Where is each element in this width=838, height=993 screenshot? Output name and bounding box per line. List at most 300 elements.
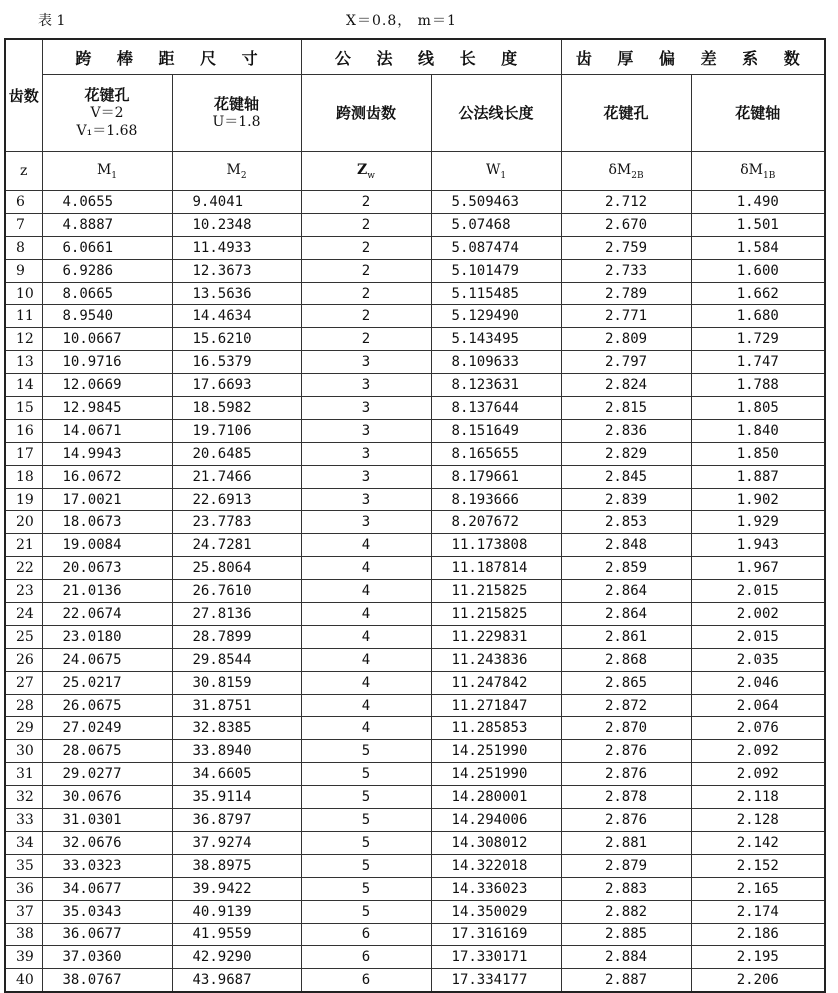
- cell-m2: 38.8975: [172, 854, 301, 877]
- cell-z: 31: [5, 763, 42, 786]
- cell-w1: 8.165655: [431, 442, 561, 465]
- table-label: 表 1: [38, 13, 66, 29]
- cell-m1: 18.0673: [42, 511, 172, 534]
- cell-zw: 5: [301, 740, 431, 763]
- cell-zw: 3: [301, 419, 431, 442]
- table-row: [5, 717, 825, 740]
- cell-z: 6: [5, 191, 42, 214]
- cell-zw: 4: [301, 671, 431, 694]
- cell-m1: 12.9845: [42, 397, 172, 420]
- cell-zw: 5: [301, 900, 431, 923]
- group-header-normal: 公 法 线 长 度: [301, 39, 561, 75]
- sym-z: z: [5, 152, 42, 191]
- sym-m1-base: M: [96, 161, 112, 178]
- cell-m1: 21.0136: [42, 580, 172, 603]
- cell-m2: 19.7106: [172, 419, 301, 442]
- cell-w1: 11.215825: [431, 603, 561, 626]
- cell-m1: 23.0180: [42, 625, 172, 648]
- data-table: [4, 38, 826, 993]
- cell-dm1b: 2.142: [691, 831, 825, 854]
- cell-dm2b: 2.859: [561, 557, 691, 580]
- cell-dm2b: 2.809: [561, 328, 691, 351]
- col-header-dev-hole: 花键孔: [561, 75, 691, 152]
- cell-z: 29: [5, 717, 42, 740]
- cell-m1: 17.0021: [42, 488, 172, 511]
- cell-z: 8: [5, 236, 42, 259]
- cell-z: 11: [5, 305, 42, 328]
- cell-zw: 2: [301, 305, 431, 328]
- cell-dm1b: 1.584: [691, 236, 825, 259]
- cell-dm2b: 2.815: [561, 397, 691, 420]
- cell-dm2b: 2.712: [561, 191, 691, 214]
- sym-dm2b-sub: 2B: [631, 170, 644, 181]
- cell-m1: 38.0767: [42, 969, 172, 992]
- cell-z: 20: [5, 511, 42, 534]
- cell-dm1b: 1.929: [691, 511, 825, 534]
- cell-z: 33: [5, 809, 42, 832]
- cell-z: 25: [5, 625, 42, 648]
- table-row: [5, 259, 825, 282]
- cell-m1: 26.0675: [42, 694, 172, 717]
- cell-dm2b: 2.861: [561, 625, 691, 648]
- cell-m2: 10.2348: [172, 213, 301, 236]
- table-row: [5, 580, 825, 603]
- table-row: [5, 969, 825, 992]
- cell-dm2b: 2.870: [561, 717, 691, 740]
- cell-m1: 36.0677: [42, 923, 172, 946]
- cell-w1: 8.207672: [431, 511, 561, 534]
- cell-m1: 32.0676: [42, 831, 172, 854]
- cell-dm2b: 2.670: [561, 213, 691, 236]
- cell-dm2b: 2.881: [561, 831, 691, 854]
- cell-w1: 8.151649: [431, 419, 561, 442]
- cell-w1: 14.251990: [431, 763, 561, 786]
- cell-m2: 22.6913: [172, 488, 301, 511]
- cell-z: 15: [5, 397, 42, 420]
- cell-m2: 40.9139: [172, 900, 301, 923]
- table-row: [5, 511, 825, 534]
- cell-w1: 5.115485: [431, 282, 561, 305]
- cell-m2: 36.8797: [172, 809, 301, 832]
- cell-m2: 28.7899: [172, 625, 301, 648]
- table-row: [5, 900, 825, 923]
- cell-dm1b: 2.118: [691, 786, 825, 809]
- cell-m1: 4.0655: [42, 191, 172, 214]
- cell-dm2b: 2.771: [561, 305, 691, 328]
- sym-dm1b-sub: 1B: [763, 170, 776, 181]
- cell-z: 34: [5, 831, 42, 854]
- cell-m1: 8.9540: [42, 305, 172, 328]
- cell-dm1b: 1.902: [691, 488, 825, 511]
- cell-zw: 5: [301, 854, 431, 877]
- cell-m2: 30.8159: [172, 671, 301, 694]
- cell-zw: 4: [301, 580, 431, 603]
- cell-dm2b: 2.876: [561, 763, 691, 786]
- sym-dm2b: [561, 152, 691, 191]
- cell-dm1b: 1.805: [691, 397, 825, 420]
- table-row: [5, 763, 825, 786]
- cell-zw: 4: [301, 625, 431, 648]
- cell-m2: 23.7783: [172, 511, 301, 534]
- cell-z: 35: [5, 854, 42, 877]
- cell-m2: 24.7281: [172, 534, 301, 557]
- cell-m1: 10.9716: [42, 351, 172, 374]
- cell-dm1b: 2.076: [691, 717, 825, 740]
- caption-line: [0, 6, 838, 32]
- group-header-span: 跨 棒 距 尺 寸: [42, 39, 301, 75]
- cell-zw: 5: [301, 831, 431, 854]
- cell-zw: 3: [301, 397, 431, 420]
- cell-dm1b: 1.747: [691, 351, 825, 374]
- sym-m1-sub: 1: [111, 170, 118, 181]
- cell-m1: 4.8887: [42, 213, 172, 236]
- cell-m2: 13.5636: [172, 282, 301, 305]
- cell-m1: 22.0674: [42, 603, 172, 626]
- sym-m2-base: M: [226, 161, 241, 178]
- cell-zw: 4: [301, 534, 431, 557]
- table-row: [5, 442, 825, 465]
- cell-w1: 11.271847: [431, 694, 561, 717]
- cell-dm1b: 2.092: [691, 740, 825, 763]
- table-row: [5, 740, 825, 763]
- table-row: [5, 671, 825, 694]
- cell-dm2b: 2.887: [561, 969, 691, 992]
- sym-w1-sub: 1: [500, 170, 507, 181]
- cell-z: 22: [5, 557, 42, 580]
- cell-w1: 8.109633: [431, 351, 561, 374]
- sym-dm2b-base: δM: [608, 161, 632, 178]
- table-body: [5, 191, 825, 993]
- table-row: [5, 694, 825, 717]
- cell-dm2b: 2.876: [561, 809, 691, 832]
- cell-dm2b: 2.872: [561, 694, 691, 717]
- cell-zw: 3: [301, 442, 431, 465]
- cell-w1: 14.280001: [431, 786, 561, 809]
- cell-m1: 35.0343: [42, 900, 172, 923]
- sym-w1-base: W: [485, 161, 501, 178]
- table-row: [5, 328, 825, 351]
- cell-zw: 6: [301, 923, 431, 946]
- table-row: [5, 625, 825, 648]
- cell-dm1b: 2.092: [691, 763, 825, 786]
- sym-dm1b: [691, 152, 825, 191]
- table-row: [5, 786, 825, 809]
- cell-m1: 14.9943: [42, 442, 172, 465]
- cell-dm2b: 2.839: [561, 488, 691, 511]
- cell-w1: 11.229831: [431, 625, 561, 648]
- table-row: [5, 648, 825, 671]
- cell-m1: 28.0675: [42, 740, 172, 763]
- cell-z: 26: [5, 648, 42, 671]
- cell-z: 14: [5, 374, 42, 397]
- cell-dm2b: 2.829: [561, 442, 691, 465]
- sym-zw: [301, 152, 431, 191]
- table-row: [5, 923, 825, 946]
- cell-m1: 20.0673: [42, 557, 172, 580]
- group-header-deviation: 齿 厚 偏 差 系 数: [561, 39, 825, 75]
- cell-z: 7: [5, 213, 42, 236]
- cell-dm2b: 2.884: [561, 946, 691, 969]
- cell-dm2b: 2.868: [561, 648, 691, 671]
- cell-w1: 14.294006: [431, 809, 561, 832]
- cell-zw: 4: [301, 717, 431, 740]
- cell-zw: 3: [301, 374, 431, 397]
- cell-z: 40: [5, 969, 42, 992]
- cell-w1: 5.087474: [431, 236, 561, 259]
- cell-m2: 21.7466: [172, 465, 301, 488]
- cell-z: 17: [5, 442, 42, 465]
- cell-m1: 6.0661: [42, 236, 172, 259]
- cell-dm1b: 1.501: [691, 213, 825, 236]
- table-row: [5, 351, 825, 374]
- cell-z: 30: [5, 740, 42, 763]
- cell-m1: 12.0669: [42, 374, 172, 397]
- table-row: [5, 488, 825, 511]
- cell-dm2b: 2.865: [561, 671, 691, 694]
- col-header-shaft-u: U＝1.8: [212, 114, 261, 130]
- cell-w1: 5.101479: [431, 259, 561, 282]
- cell-dm1b: 2.015: [691, 625, 825, 648]
- col-header-hole-v1: V₁＝1.68: [76, 123, 138, 139]
- cell-dm1b: 1.788: [691, 374, 825, 397]
- cell-w1: 11.215825: [431, 580, 561, 603]
- cell-dm2b: 2.864: [561, 603, 691, 626]
- cell-z: 19: [5, 488, 42, 511]
- cell-zw: 2: [301, 213, 431, 236]
- cell-m1: 31.0301: [42, 809, 172, 832]
- cell-dm2b: 2.836: [561, 419, 691, 442]
- cell-w1: 11.247842: [431, 671, 561, 694]
- cell-w1: 14.308012: [431, 831, 561, 854]
- cell-w1: 11.173808: [431, 534, 561, 557]
- cell-zw: 5: [301, 809, 431, 832]
- cell-m2: 41.9559: [172, 923, 301, 946]
- cell-z: 16: [5, 419, 42, 442]
- cell-zw: 3: [301, 351, 431, 374]
- cell-dm1b: 2.174: [691, 900, 825, 923]
- col-header-shaft-title: 花键轴: [214, 95, 260, 113]
- sym-m2-sub: 2: [240, 170, 247, 181]
- cell-dm1b: 2.015: [691, 580, 825, 603]
- sym-w1: [431, 152, 561, 191]
- cell-z: 32: [5, 786, 42, 809]
- cell-m2: 42.9290: [172, 946, 301, 969]
- cell-z: 13: [5, 351, 42, 374]
- cell-w1: 14.350029: [431, 900, 561, 923]
- cell-dm1b: 2.206: [691, 969, 825, 992]
- cell-m2: 12.3673: [172, 259, 301, 282]
- cell-dm1b: 1.662: [691, 282, 825, 305]
- sym-dm1b-base: δM: [740, 161, 763, 178]
- cell-dm2b: 2.864: [561, 580, 691, 603]
- cell-dm1b: 1.887: [691, 465, 825, 488]
- cell-z: 23: [5, 580, 42, 603]
- cell-m2: 32.8385: [172, 717, 301, 740]
- cell-zw: 2: [301, 282, 431, 305]
- cell-m2: 43.9687: [172, 969, 301, 992]
- cell-dm2b: 2.879: [561, 854, 691, 877]
- cell-dm2b: 2.845: [561, 465, 691, 488]
- cell-w1: 8.193666: [431, 488, 561, 511]
- cell-m2: 31.8751: [172, 694, 301, 717]
- cell-zw: 5: [301, 877, 431, 900]
- cell-w1: 5.07468: [431, 213, 561, 236]
- cell-z: 21: [5, 534, 42, 557]
- cell-w1: 11.187814: [431, 557, 561, 580]
- table-row: [5, 534, 825, 557]
- cell-zw: 2: [301, 191, 431, 214]
- cell-zw: 5: [301, 786, 431, 809]
- cell-m1: 19.0084: [42, 534, 172, 557]
- cell-dm1b: 2.128: [691, 809, 825, 832]
- cell-m2: 26.7610: [172, 580, 301, 603]
- cell-m2: 9.4041: [172, 191, 301, 214]
- table-row: [5, 854, 825, 877]
- cell-dm2b: 2.848: [561, 534, 691, 557]
- cell-w1: 5.509463: [431, 191, 561, 214]
- cell-dm1b: 2.064: [691, 694, 825, 717]
- cell-dm1b: 2.152: [691, 854, 825, 877]
- cell-m1: 24.0675: [42, 648, 172, 671]
- cell-w1: 8.123631: [431, 374, 561, 397]
- cell-z: 38: [5, 923, 42, 946]
- table-row: [5, 419, 825, 442]
- cell-dm1b: 2.195: [691, 946, 825, 969]
- cell-dm2b: 2.797: [561, 351, 691, 374]
- table-row: [5, 213, 825, 236]
- col-header-hole-v: V＝2: [90, 105, 124, 121]
- cell-w1: 17.330171: [431, 946, 561, 969]
- table-row: [5, 191, 825, 214]
- cell-dm1b: 1.680: [691, 305, 825, 328]
- cell-w1: 17.316169: [431, 923, 561, 946]
- cell-dm2b: 2.759: [561, 236, 691, 259]
- col-header-normal-length: 公法线长度: [431, 75, 561, 152]
- cell-m1: 25.0217: [42, 671, 172, 694]
- cell-z: 10: [5, 282, 42, 305]
- cell-dm2b: 2.876: [561, 740, 691, 763]
- cell-dm1b: 1.729: [691, 328, 825, 351]
- cell-m1: 34.0677: [42, 877, 172, 900]
- sym-m2: [172, 152, 301, 191]
- cell-zw: 4: [301, 648, 431, 671]
- cell-m2: 29.8544: [172, 648, 301, 671]
- cell-z: 12: [5, 328, 42, 351]
- cell-dm2b: 2.878: [561, 786, 691, 809]
- cell-dm1b: 1.490: [691, 191, 825, 214]
- parameters: X＝0.8， m＝1: [346, 13, 457, 29]
- cell-w1: 14.251990: [431, 740, 561, 763]
- cell-zw: 3: [301, 465, 431, 488]
- cell-zw: 5: [301, 763, 431, 786]
- cell-z: 37: [5, 900, 42, 923]
- cell-z: 39: [5, 946, 42, 969]
- cell-zw: 6: [301, 946, 431, 969]
- cell-m2: 16.5379: [172, 351, 301, 374]
- cell-m2: 14.4634: [172, 305, 301, 328]
- table-row: [5, 236, 825, 259]
- sym-zw-sub: w: [367, 170, 375, 181]
- col-header-hole: [42, 75, 172, 152]
- cell-m2: 18.5982: [172, 397, 301, 420]
- cell-dm1b: 2.186: [691, 923, 825, 946]
- cell-m1: 27.0249: [42, 717, 172, 740]
- cell-m1: 37.0360: [42, 946, 172, 969]
- cell-dm1b: 1.600: [691, 259, 825, 282]
- cell-m2: 17.6693: [172, 374, 301, 397]
- cell-w1: 8.137644: [431, 397, 561, 420]
- cell-z: 18: [5, 465, 42, 488]
- cell-zw: 4: [301, 557, 431, 580]
- cell-dm1b: 1.967: [691, 557, 825, 580]
- cell-w1: 14.322018: [431, 854, 561, 877]
- cell-dm2b: 2.733: [561, 259, 691, 282]
- cell-w1: 5.129490: [431, 305, 561, 328]
- cell-dm1b: 2.035: [691, 648, 825, 671]
- table-row: [5, 809, 825, 832]
- cell-z: 28: [5, 694, 42, 717]
- cell-m2: 35.9114: [172, 786, 301, 809]
- cell-dm1b: 2.165: [691, 877, 825, 900]
- col-header-dev-shaft: 花键轴: [691, 75, 825, 152]
- cell-dm2b: 2.824: [561, 374, 691, 397]
- cell-z: 36: [5, 877, 42, 900]
- cell-dm1b: 1.850: [691, 442, 825, 465]
- cell-m1: 14.0671: [42, 419, 172, 442]
- cell-m1: 30.0676: [42, 786, 172, 809]
- cell-dm1b: 1.840: [691, 419, 825, 442]
- table-row: [5, 946, 825, 969]
- table-row: [5, 831, 825, 854]
- table-row: [5, 557, 825, 580]
- cell-w1: 11.243836: [431, 648, 561, 671]
- cell-w1: 17.334177: [431, 969, 561, 992]
- col-header-hole-title: 花键孔: [84, 86, 130, 104]
- cell-zw: 2: [301, 328, 431, 351]
- cell-m2: 39.9422: [172, 877, 301, 900]
- cell-dm2b: 2.789: [561, 282, 691, 305]
- cell-z: 9: [5, 259, 42, 282]
- cell-dm2b: 2.885: [561, 923, 691, 946]
- cell-zw: 3: [301, 488, 431, 511]
- sym-zw-base: Z: [357, 161, 368, 178]
- col-header-span-count: 跨测齿数: [301, 75, 431, 152]
- cell-dm2b: 2.882: [561, 900, 691, 923]
- cell-m1: 29.0277: [42, 763, 172, 786]
- cell-m1: 6.9286: [42, 259, 172, 282]
- cell-m1: 10.0667: [42, 328, 172, 351]
- cell-m1: 8.0665: [42, 282, 172, 305]
- cell-m2: 27.8136: [172, 603, 301, 626]
- cell-m1: 33.0323: [42, 854, 172, 877]
- cell-zw: 3: [301, 511, 431, 534]
- col-header-shaft: [172, 75, 301, 152]
- cell-dm1b: 1.943: [691, 534, 825, 557]
- cell-m2: 34.6605: [172, 763, 301, 786]
- cell-w1: 8.179661: [431, 465, 561, 488]
- table-row: [5, 282, 825, 305]
- cell-m1: 16.0672: [42, 465, 172, 488]
- cell-zw: 4: [301, 694, 431, 717]
- table-row: [5, 374, 825, 397]
- cell-z: 24: [5, 603, 42, 626]
- table-row: [5, 397, 825, 420]
- cell-m2: 20.6485: [172, 442, 301, 465]
- cell-m2: 37.9274: [172, 831, 301, 854]
- cell-zw: 2: [301, 259, 431, 282]
- cell-zw: 6: [301, 969, 431, 992]
- sym-m1: [42, 152, 172, 191]
